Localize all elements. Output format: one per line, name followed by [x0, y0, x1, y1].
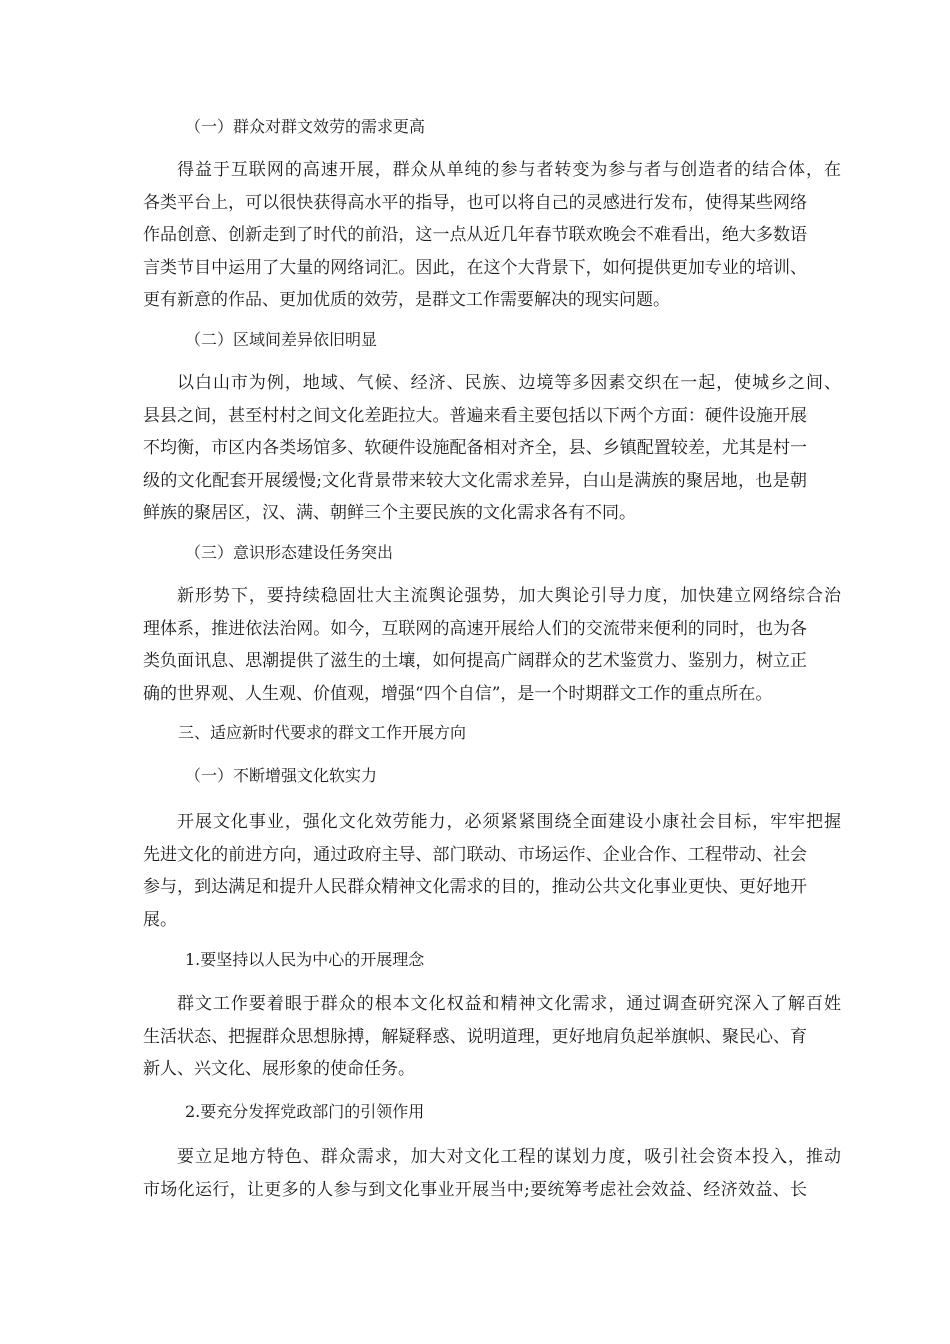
paragraph-line: 生活状态、把握群众思想脉搏，解疑释惑、说明道理，更好地肩负起举旗帜、聚民心、育 — [143, 1026, 807, 1047]
paragraph-line: 要立足地方特色、群众需求，加大对文化工程的谋划力度，吸引社会资本投入，推动 — [177, 1147, 841, 1167]
paragraph-line: 参与，到达满足和提升人民群众精神文化需求的目的，推动公共文化事业更快、更好地开 — [143, 877, 807, 897]
paragraph-4 — [143, 806, 841, 936]
paragraph-line: 开展文化事业，强化文化效劳能力，必须紧紧围绕全面建设小康社会目标，牢牢把握 — [177, 812, 841, 832]
paragraph-line: 得益于互联网的高速开展，群众从单纯的参与者转变为参与者与创造者的结合体，在 — [177, 160, 841, 180]
section-heading-2: （二）区域间差异依旧明显 — [185, 330, 378, 349]
paragraph-line: 各类平台上，可以很快获得高水平的指导，也可以将自己的灵感进行发布，使得某些网络 — [143, 192, 807, 213]
paragraph-line: 群文工作要着眼于群众的根本文化权益和精神文化需求，通过调查研究深入了解百姓 — [177, 994, 841, 1014]
paragraph-line: 不均衡，市区内各类场馆多、软硬件设施配备相对齐全，县、乡镇配置较差，尤其是村一 — [143, 438, 807, 458]
paragraph-1 — [143, 154, 841, 317]
paragraph-line: 作品创意、创新走到了时代的前沿，这一点从近几年春节联欢晚会不难看出，绝大多数语 — [143, 225, 807, 245]
section-heading-3-1: （一）不断增强文化软实力 — [185, 766, 378, 785]
paragraph-line: 鲜族的聚居区，汉、满、朝鲜三个主要民族的文化需求各有不同。 — [143, 503, 636, 523]
paragraph-line: 先进文化的前进方向，通过政府主导、部门联动、市场运作、企业合作、工程带动、社会 — [143, 844, 807, 865]
item-heading-2: 2.要充分发挥党政部门的引领作用 — [185, 1102, 425, 1121]
chapter-heading-3: 三、适应新时代要求的群文工作开展方向 — [178, 723, 467, 742]
paragraph-line: 确的世界观、人生观、价值观，增强“四个自信”，是一个时期群文工作的重点所在。 — [143, 683, 773, 704]
paragraph-line: 县县之间，甚至村村之间文化差距拉大。普遍来看主要包括以下两个方面：硬件设施开展 — [143, 405, 807, 426]
paragraph-2 — [143, 367, 841, 530]
item-heading-1: 1.要坚持以人民为中心的开展理念 — [185, 950, 425, 969]
section-heading-3: （三）意识形态建设任务突出 — [185, 543, 394, 562]
paragraph-line: 以白山市为例，地域、气候、经济、民族、边境等多因素交织在一起，使城乡之间、 — [177, 373, 841, 393]
paragraph-line: 级的文化配套开展缓慢;文化背景带来较大文化需求差异，白山是满族的聚居地，也是朝 — [143, 470, 807, 491]
paragraph-5 — [143, 988, 841, 1086]
paragraph-line: 更有新意的作品、更加优质的效劳，是群文工作需要解决的现实问题。 — [143, 290, 670, 310]
paragraph-line: 市场化运行，让更多的人参与到文化事业开展当中;要统筹考虑社会效益、经济效益、长 — [143, 1179, 807, 1200]
paragraph-line: 新人、兴文化、展形象的使命任务。 — [143, 1059, 415, 1079]
paragraph-3 — [143, 580, 841, 710]
paragraph-line: 展。 — [143, 909, 177, 930]
paragraph-line: 类负面讯息、思潮提供了滋生的土壤，如何提高广阔群众的艺术鉴赏力、鉴别力，树立正 — [143, 651, 807, 671]
paragraph-6 — [143, 1141, 841, 1206]
paragraph-line: 理体系，推进依法治网。如今，互联网的高速开展给人们的交流带来便利的同时，也为各 — [143, 618, 807, 639]
paragraph-line: 新形势下，要持续稳固壮大主流舆论强势，加大舆论引导力度，加快建立网络综合治 — [177, 586, 841, 606]
section-heading-1: （一）群众对群文效劳的需求更高 — [185, 117, 426, 136]
paragraph-line: 言类节目中运用了大量的网络词汇。因此，在这个大背景下，如何提供更加专业的培训、 — [143, 257, 807, 278]
